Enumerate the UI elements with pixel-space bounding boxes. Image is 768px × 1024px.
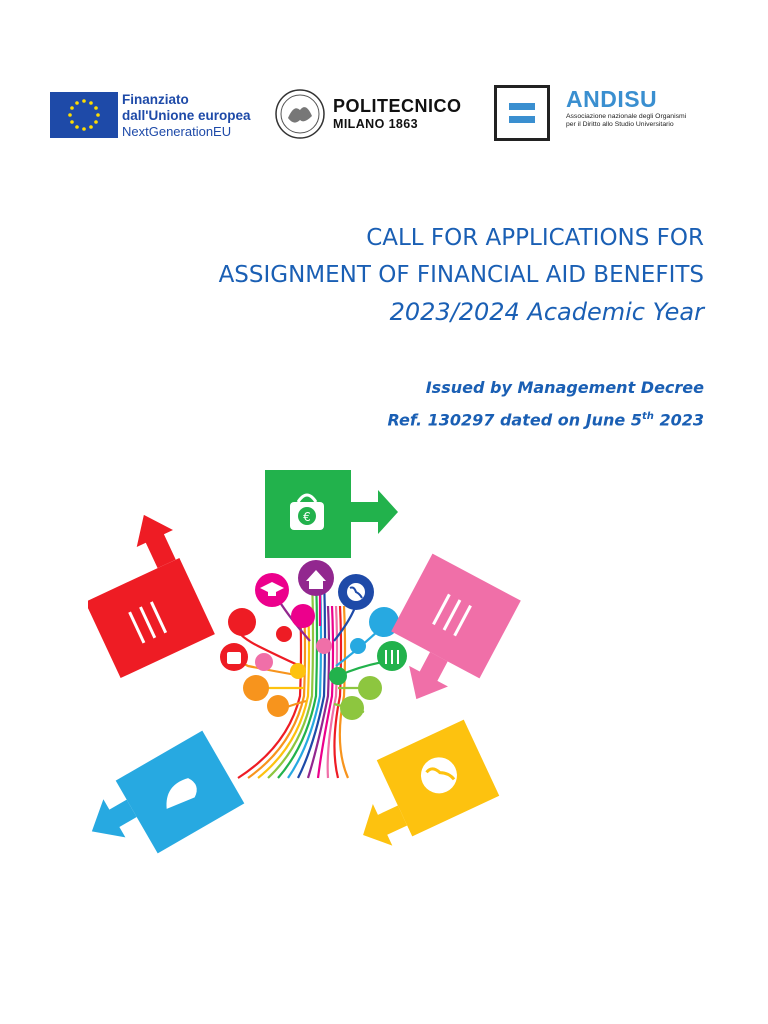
issued-line2 (387, 402, 704, 434)
andisu-name: ANDISU (566, 86, 658, 112)
financial-aid-tree-illustration (88, 466, 528, 856)
header-logos (48, 82, 708, 146)
eu-line2: dall'Unione europea (122, 108, 251, 123)
andisu-desc1: Associazione nazionale degli Organismi (566, 113, 687, 120)
issued-ref: Ref. 130297 dated on June 5 (387, 410, 642, 430)
eu-funding-text (122, 92, 250, 140)
tree-globe-icon (347, 583, 365, 601)
issued-sup: th (641, 411, 654, 422)
eu-line1: Finanziato (122, 92, 189, 107)
politecnico-city: MILANO 1863 (333, 117, 418, 131)
yellow-square-globe-icon (337, 720, 499, 855)
blue-square-money-hand-icon (88, 731, 244, 856)
pink-square-cutlery-icon (369, 554, 521, 721)
title-line1: CALL FOR APPLICATIONS FOR (366, 225, 704, 251)
title-line2: ASSIGNMENT OF FINANCIAL AID BENEFITS (218, 262, 704, 288)
politecnico-name: POLITECNICO (333, 96, 462, 116)
andisu-text (566, 86, 696, 129)
politecnico-text (333, 96, 462, 131)
issued-year: 2023 (653, 410, 704, 430)
politecnico-seal-icon (274, 88, 326, 140)
andisu-logo-icon (494, 85, 550, 141)
document-title (219, 220, 704, 331)
andisu-desc2: per il Diritto allo Studio Universitario (566, 121, 674, 128)
eu-flag-icon (50, 92, 118, 138)
red-square-cutlery-icon (88, 506, 220, 678)
eu-line3: NextGenerationEU (122, 124, 232, 139)
green-square-shopping-icon (265, 470, 398, 558)
issued-line1: Issued by Management Decree (425, 378, 704, 397)
title-academic-year: 2023/2024 Academic Year (389, 298, 704, 326)
issued-info (387, 373, 704, 434)
svg-text:€: € (303, 510, 311, 524)
tree-euro-bag-icon (227, 652, 241, 664)
